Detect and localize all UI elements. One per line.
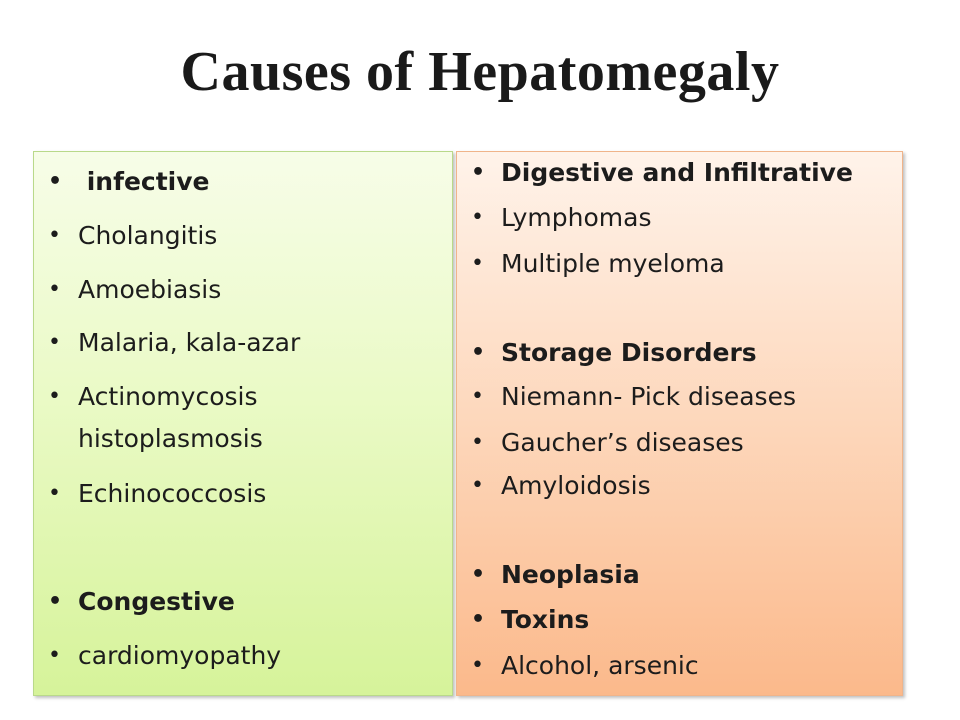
list-item-text: Alcohol, arsenic bbox=[501, 651, 699, 680]
slide-title: Causes of Hepatomegaly bbox=[180, 41, 780, 103]
list-item-text: Gaucher’s diseases bbox=[501, 428, 744, 457]
list-item-text: histoplasmosis bbox=[78, 424, 263, 453]
list-item bbox=[471, 335, 757, 371]
bullet-icon: • bbox=[471, 160, 486, 185]
list-item-text: Amoebiasis bbox=[78, 275, 222, 304]
list-item bbox=[471, 379, 796, 415]
list-item bbox=[48, 218, 218, 254]
list-item bbox=[48, 164, 210, 200]
list-item-text: Digestive and Infiltrative bbox=[501, 158, 853, 187]
list-item-text: cardiomyopathy bbox=[78, 641, 282, 670]
bullet-icon: • bbox=[471, 562, 486, 587]
list-item-text: Niemann- Pick diseases bbox=[501, 382, 796, 411]
bullet-icon: • bbox=[471, 653, 484, 678]
bullet-icon: • bbox=[471, 430, 484, 455]
list-item bbox=[471, 200, 652, 236]
list-item-text: Toxins bbox=[501, 605, 590, 634]
list-item-text: Amyloidosis bbox=[501, 471, 651, 500]
list-item-text: Storage Disorders bbox=[501, 338, 757, 367]
bullet-icon: • bbox=[471, 251, 484, 276]
list-item bbox=[471, 246, 725, 282]
list-item bbox=[471, 425, 744, 461]
bullet-icon: • bbox=[48, 589, 63, 614]
bullet-icon: • bbox=[48, 169, 63, 194]
list-item-text: Congestive bbox=[78, 587, 235, 616]
bullet-icon: • bbox=[471, 384, 484, 409]
bullet-icon: • bbox=[48, 481, 61, 506]
infiltrative-causes-box bbox=[456, 151, 903, 696]
list-item bbox=[48, 638, 282, 674]
bullet-icon: • bbox=[471, 205, 484, 230]
list-item-text: Actinomycosis bbox=[78, 382, 258, 411]
bullet-icon: • bbox=[48, 384, 61, 409]
list-item bbox=[48, 584, 235, 620]
list-item bbox=[471, 468, 651, 504]
bullet-icon: • bbox=[48, 277, 61, 302]
bullet-icon: • bbox=[48, 330, 61, 355]
list-item bbox=[471, 602, 590, 638]
list-item-text: Malaria, kala-azar bbox=[78, 328, 301, 357]
list-item-text: Lymphomas bbox=[501, 203, 652, 232]
list-item-text: Echinococcosis bbox=[78, 479, 267, 508]
list-item bbox=[471, 557, 640, 593]
bullet-icon: • bbox=[48, 223, 61, 248]
list-item-text: Cholangitis bbox=[78, 221, 218, 250]
bullet-icon: • bbox=[471, 340, 486, 365]
bullet-icon: • bbox=[48, 643, 61, 668]
list-item-continuation bbox=[78, 421, 263, 457]
list-item-text: infective bbox=[78, 167, 210, 196]
list-item-text: Neoplasia bbox=[501, 560, 640, 589]
list-item bbox=[48, 272, 222, 308]
list-item bbox=[471, 648, 699, 684]
list-item-text: Multiple myeloma bbox=[501, 249, 725, 278]
list-item bbox=[48, 325, 301, 361]
list-item bbox=[48, 379, 258, 415]
list-item bbox=[48, 476, 267, 512]
list-item bbox=[471, 155, 853, 191]
bullet-icon: • bbox=[471, 607, 486, 632]
infective-causes-box bbox=[33, 151, 453, 696]
bullet-icon: • bbox=[471, 473, 484, 498]
